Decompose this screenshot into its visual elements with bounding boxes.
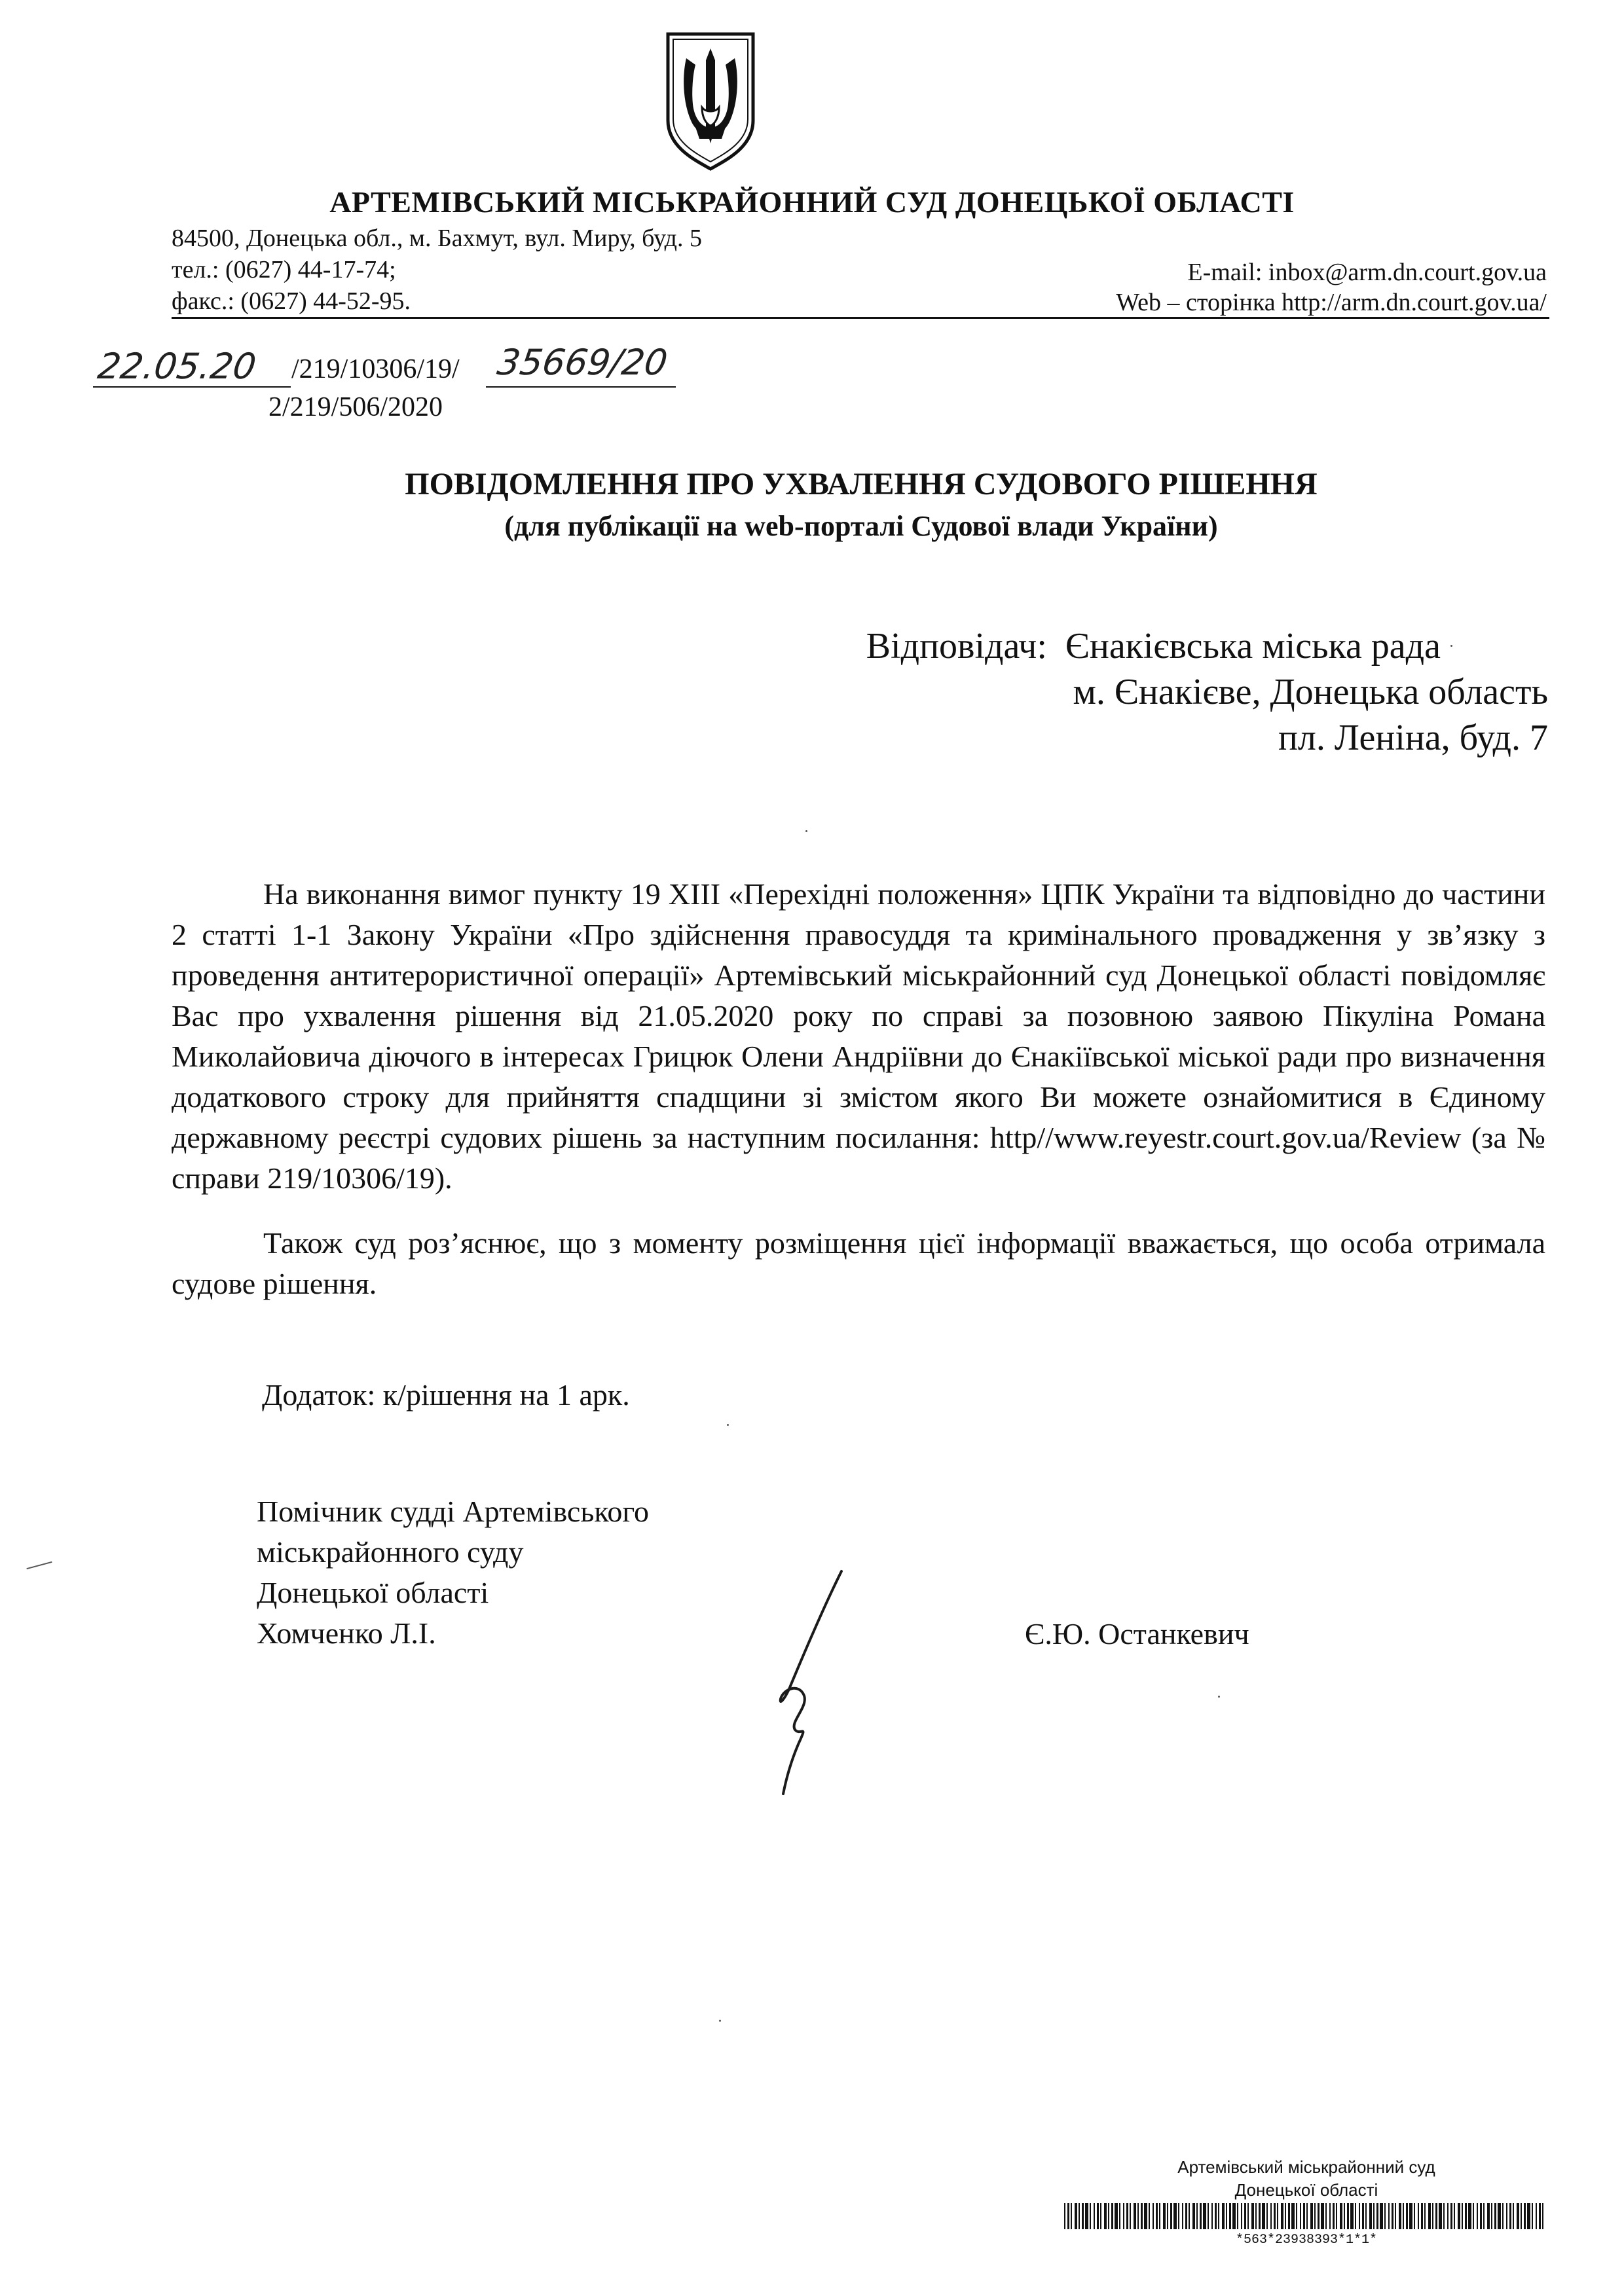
addressee-label: Відповідач: xyxy=(866,626,1047,666)
case-reference: /219/10306/19/ xyxy=(291,354,460,384)
attachment-note: Додаток: к/рішення на 1 арк. xyxy=(262,1378,630,1412)
court-fax: факс.: (0627) 44-52-95. xyxy=(172,287,411,315)
position-line-1: Помічник судді Артемівського xyxy=(257,1495,650,1528)
addressee-street: пл. Леніна, буд. 7 xyxy=(1278,718,1548,758)
signer-name: Є.Ю. Останкевич xyxy=(1025,1617,1249,1650)
scan-speck xyxy=(805,830,807,832)
body-paragraph-1: На виконання вимог пункту 19 ХІІІ «Перехідні положення» ЦПК України та відповідно до частини 2 статті 1-1 Закону України «Про здійснення правосуддя та кримінального провадження у зв’язку з проведення антитерористичної операції» Артемівський міськрайонний суд Донецької області повідомляє Вас про ухвалення рішення від 21.05.2020 року по справі за позовною заявою Пікуліна Романа Миколайовича діючого в інтересах Грицюк Олени Андріївни до Єнакіївської міської ради про визначення додаткового строку для прийняття спадщини зі змістом якого Ви можете ознайомитися в Єдиному державному реєстрі судових рішень за наступним посилання: http//www.reyestr.court.gov.ua/Review (за № справи 219/10306/19). xyxy=(172,877,1545,1195)
court-website: Web – сторінка http://arm.dn.court.gov.ua/ xyxy=(1116,289,1547,316)
position-line-3: Донецької області xyxy=(257,1576,489,1609)
court-name: АРТЕМІВСЬКИЙ МІСЬКРАЙОННИЙ СУД ДОНЕЦЬКОЇ ОБЛАСТІ xyxy=(329,185,1295,219)
scan-speck xyxy=(727,1424,729,1426)
signatory-position xyxy=(257,1491,649,1654)
scan-speck xyxy=(719,2020,721,2022)
stamp-line-2: Донецької області xyxy=(1234,2180,1378,2200)
handwritten-date: 22.05.20 xyxy=(95,346,259,387)
notice-title: ПОВІДОМЛЕННЯ ПРО УХВАЛЕННЯ СУДОВОГО РІШЕННЯ xyxy=(405,467,1318,501)
barcode xyxy=(1064,2203,1549,2229)
addressee-name: Єнакієвська міська рада xyxy=(1065,626,1441,666)
body-paragraph-2: Також суд роз’яснює, що з моменту розміщення цієї інформації вважається, що особа отримала судове рішення. xyxy=(172,1226,1545,1300)
number-underline xyxy=(486,386,676,388)
court-email: E-mail: inbox@arm.dn.court.gov.ua xyxy=(1187,259,1547,286)
scan-mark xyxy=(26,1561,52,1569)
court-address: 84500, Донецька обл., м. Бахмут, вул. Миру, буд. 5 xyxy=(172,225,703,252)
scan-speck xyxy=(1218,1696,1220,1698)
handwritten-signature xyxy=(727,1558,858,1807)
stamp-line-1: Артемівський міськрайонний суд xyxy=(1177,2157,1435,2177)
handwritten-outgoing-number: 35669/20 xyxy=(494,342,671,383)
date-underline xyxy=(93,386,291,388)
court-barcode-stamp xyxy=(1061,2157,1552,2248)
header-divider xyxy=(172,317,1549,319)
proceeding-number: 2/219/506/2020 xyxy=(268,392,443,422)
notice-subtitle: (для публікації на web-порталі Судової влади України) xyxy=(504,510,1218,542)
position-line-4: Хомченко Л.І. xyxy=(257,1616,436,1650)
addressee-line-1 xyxy=(866,625,1441,667)
scan-speck xyxy=(1450,645,1452,647)
position-line-2: міськрайонного суду xyxy=(257,1535,524,1569)
addressee-city: м. Єнакієве, Донецька область xyxy=(1073,672,1548,712)
barcode-text: *563*23938393*1*1* xyxy=(1235,2232,1378,2248)
court-phone: тел.: (0627) 44-17-74; xyxy=(172,256,396,283)
coat-of-arms-emblem xyxy=(661,29,760,173)
